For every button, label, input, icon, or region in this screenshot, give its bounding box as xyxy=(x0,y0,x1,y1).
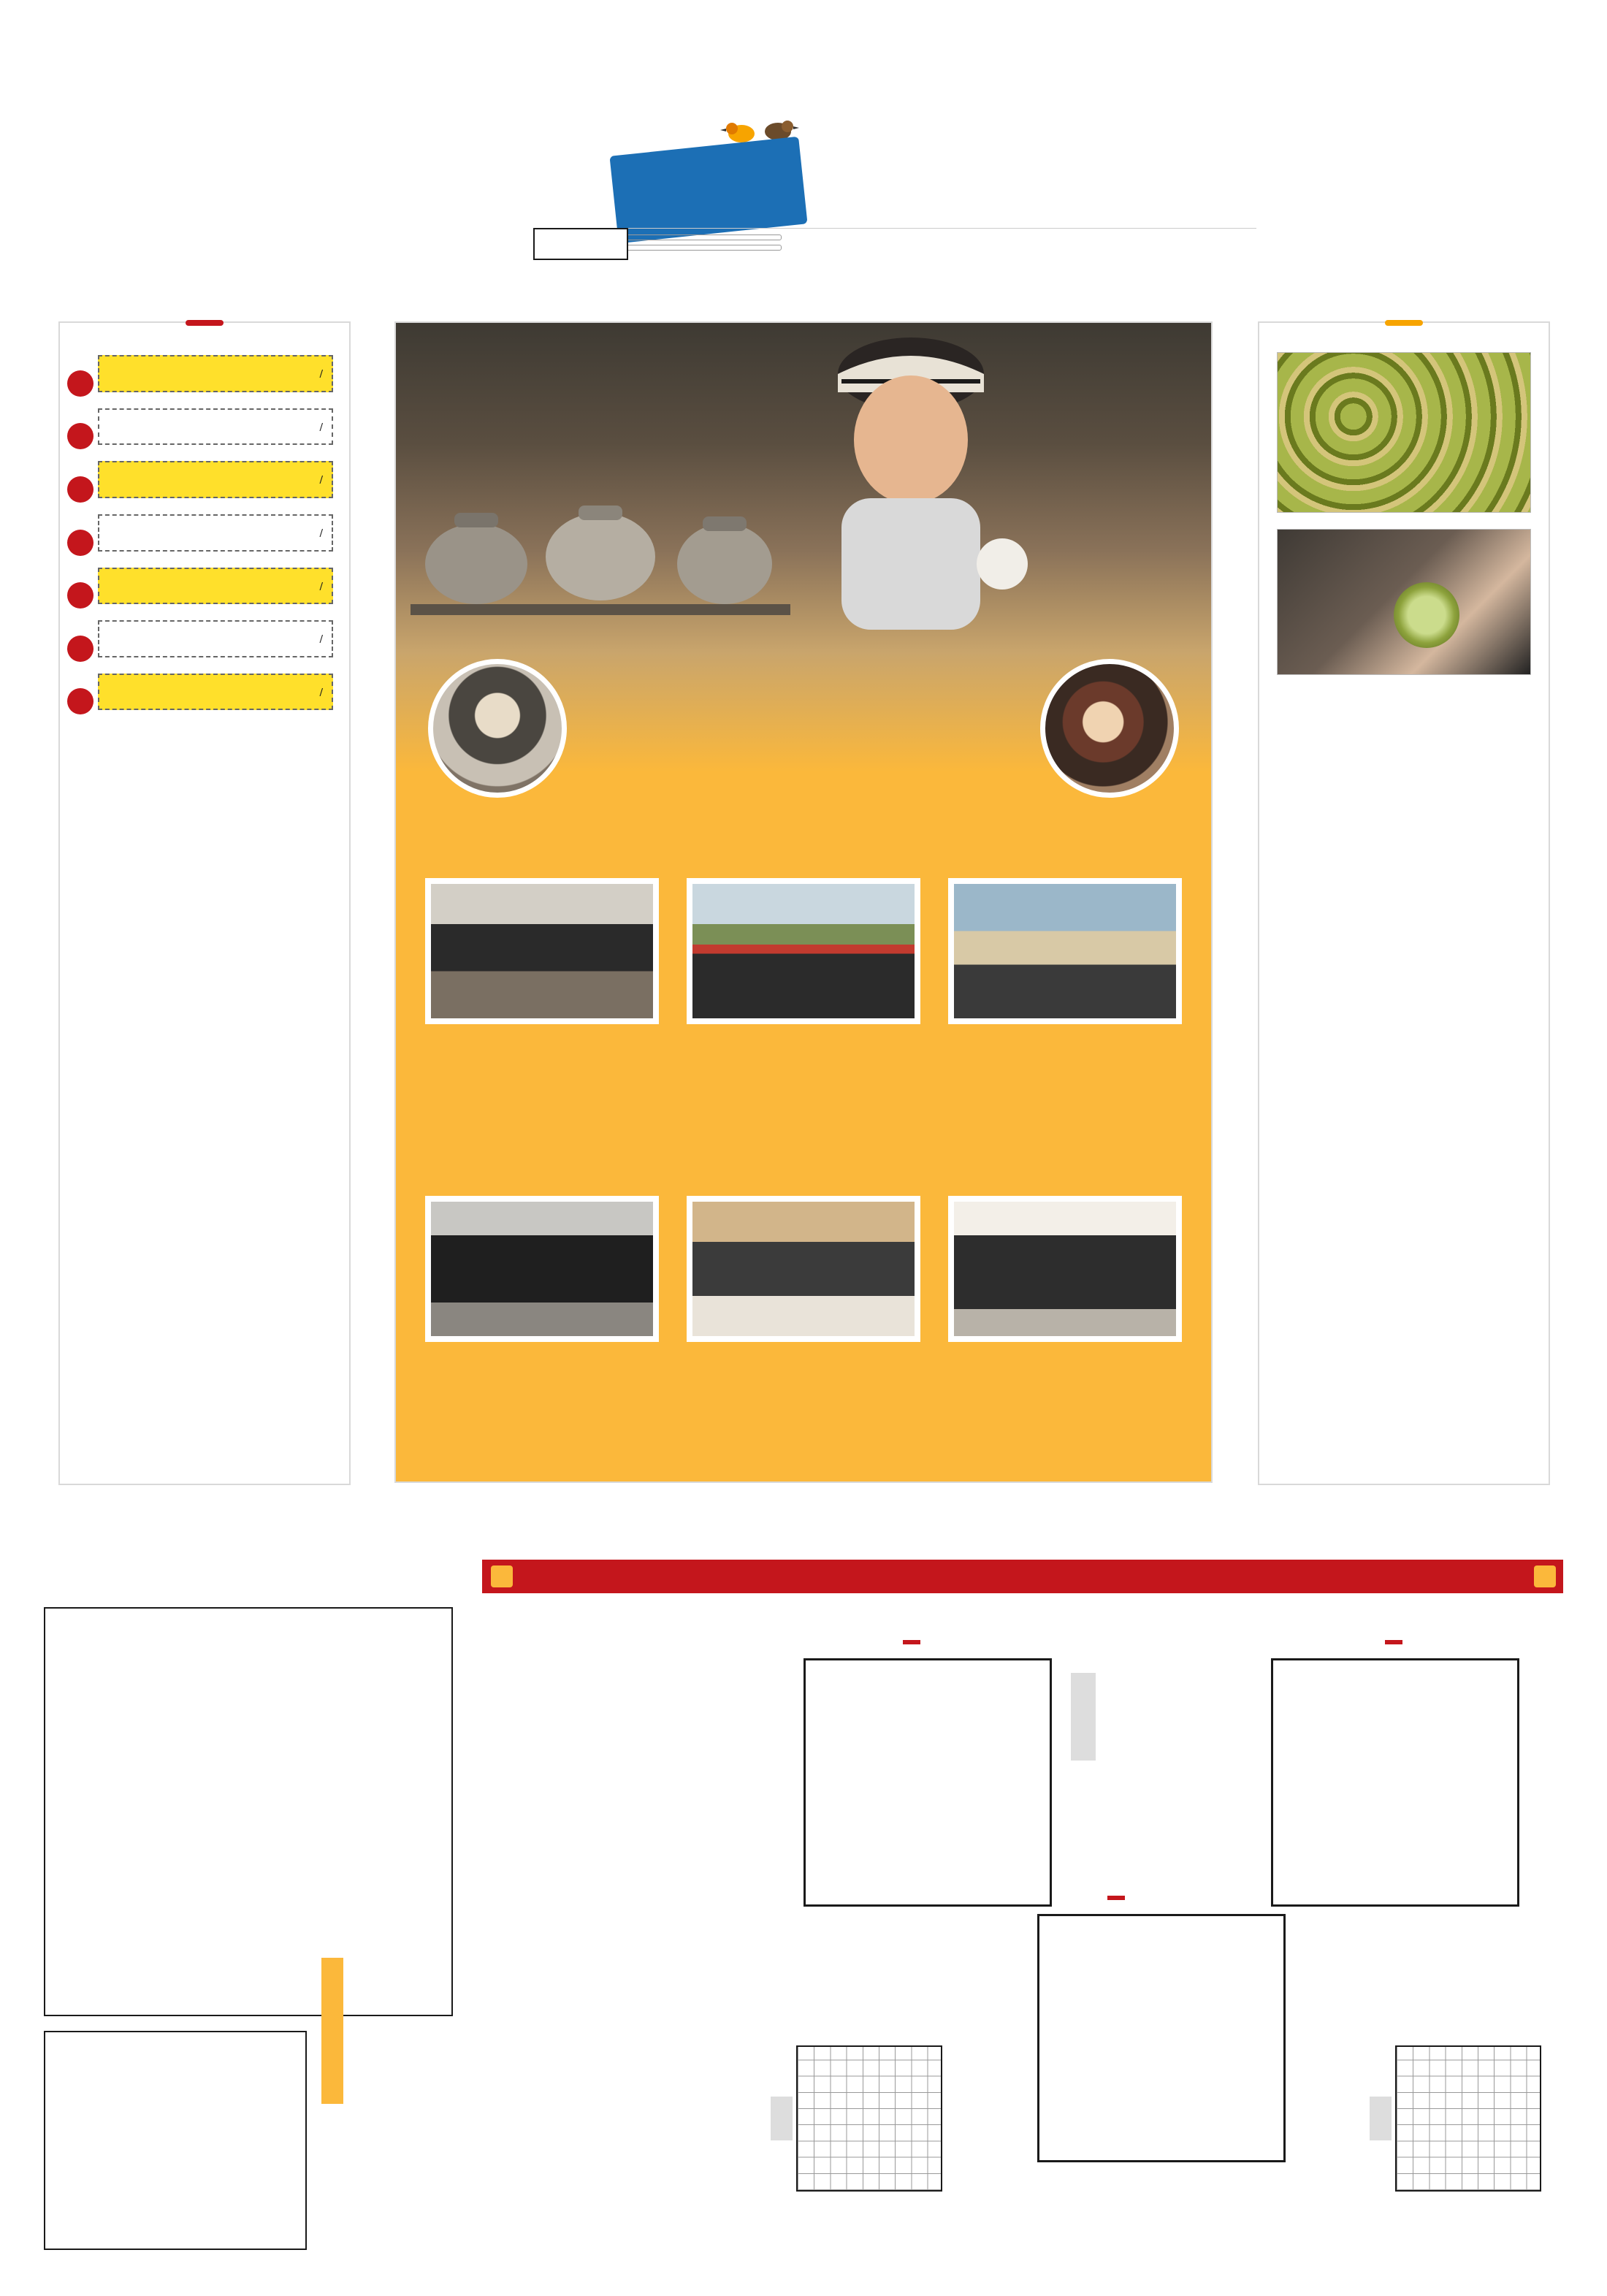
quote-box xyxy=(1271,95,1549,102)
women-walking-photo xyxy=(431,1202,653,1336)
medium-answer-tag xyxy=(1071,1673,1096,1761)
photo-frame xyxy=(948,1196,1182,1342)
photo-frame xyxy=(948,878,1182,1024)
item-number xyxy=(67,636,93,662)
pilgrims-photo xyxy=(954,884,1176,1018)
masthead xyxy=(58,73,1549,292)
photo-row-bottom xyxy=(425,1196,1182,1342)
news-list xyxy=(76,355,333,710)
sudoku-answer-hard xyxy=(796,2045,942,2192)
office-info xyxy=(799,234,940,255)
online-link[interactable] xyxy=(614,234,782,240)
photo-frame xyxy=(687,878,920,1024)
news-item: / xyxy=(98,674,333,711)
crossword-bottom-clues xyxy=(321,1958,789,2104)
contact-info xyxy=(614,228,1256,255)
crossword-row-numbers xyxy=(459,1607,478,2016)
crossword-answer-grid xyxy=(44,2031,307,2250)
bottom-clue-text xyxy=(351,1958,789,2104)
crossword-vertical-tag xyxy=(321,1958,343,2104)
lettuce-photo xyxy=(1277,352,1531,513)
web-links xyxy=(614,234,782,255)
back-page-label xyxy=(533,228,628,260)
good-news-panel xyxy=(58,321,351,1485)
puzzle-icon xyxy=(1534,1565,1556,1587)
boy-server-illustration xyxy=(783,323,1039,630)
hero-photo xyxy=(396,323,1211,922)
newspaper-link[interactable] xyxy=(614,245,782,251)
item-number xyxy=(67,582,93,609)
news-item: / xyxy=(98,568,333,605)
crossword-grid[interactable] xyxy=(44,1607,453,2016)
news-item: / xyxy=(98,408,333,446)
crossword-header xyxy=(482,1560,789,1593)
sudoku-answer-easy xyxy=(1395,2045,1541,2192)
actor-lettuce-photo xyxy=(1277,529,1531,675)
level-easy xyxy=(1385,1640,1402,1644)
ads-info xyxy=(1115,234,1256,255)
teapots-illustration xyxy=(411,484,790,615)
level-hard xyxy=(903,1640,920,1644)
puzzle-icon xyxy=(491,1565,513,1587)
world-news-panel xyxy=(1258,321,1550,1485)
photo-frame xyxy=(687,1196,920,1342)
hafez-title xyxy=(622,148,788,165)
item-number xyxy=(67,423,93,449)
news-item: / xyxy=(98,620,333,657)
item-number xyxy=(67,530,93,556)
sudoku-medium[interactable] xyxy=(1037,1914,1286,2162)
sudoku-easy[interactable] xyxy=(1271,1658,1519,1907)
hard-answer-tag xyxy=(1370,2097,1392,2140)
news-item: / xyxy=(98,514,333,552)
flag-march-photo xyxy=(692,884,915,1018)
section-tag xyxy=(186,320,224,326)
section-tag xyxy=(1385,320,1423,326)
news-item: / xyxy=(98,461,333,498)
child-circle-photo xyxy=(1040,659,1179,798)
crowd-children-photo xyxy=(431,884,653,1018)
feature-story xyxy=(394,321,1213,1483)
photo-row-top xyxy=(425,878,1182,1024)
distribution-info xyxy=(958,234,1099,255)
photo-frame xyxy=(425,878,659,1024)
item-number xyxy=(67,476,93,503)
sudoku-hard[interactable] xyxy=(804,1658,1052,1907)
item-number xyxy=(67,370,93,397)
child-window-photo xyxy=(954,1202,1176,1336)
sudoku-header xyxy=(774,1560,1563,1593)
photo-frame xyxy=(425,1196,659,1342)
puzzles-section xyxy=(44,1549,1563,2265)
news-item: / xyxy=(98,355,333,392)
boy-serving-photo xyxy=(692,1202,915,1336)
logo-block xyxy=(614,102,1242,226)
item-number xyxy=(67,688,93,714)
level-medium xyxy=(1107,1896,1125,1900)
family-circle-photo xyxy=(428,659,567,798)
